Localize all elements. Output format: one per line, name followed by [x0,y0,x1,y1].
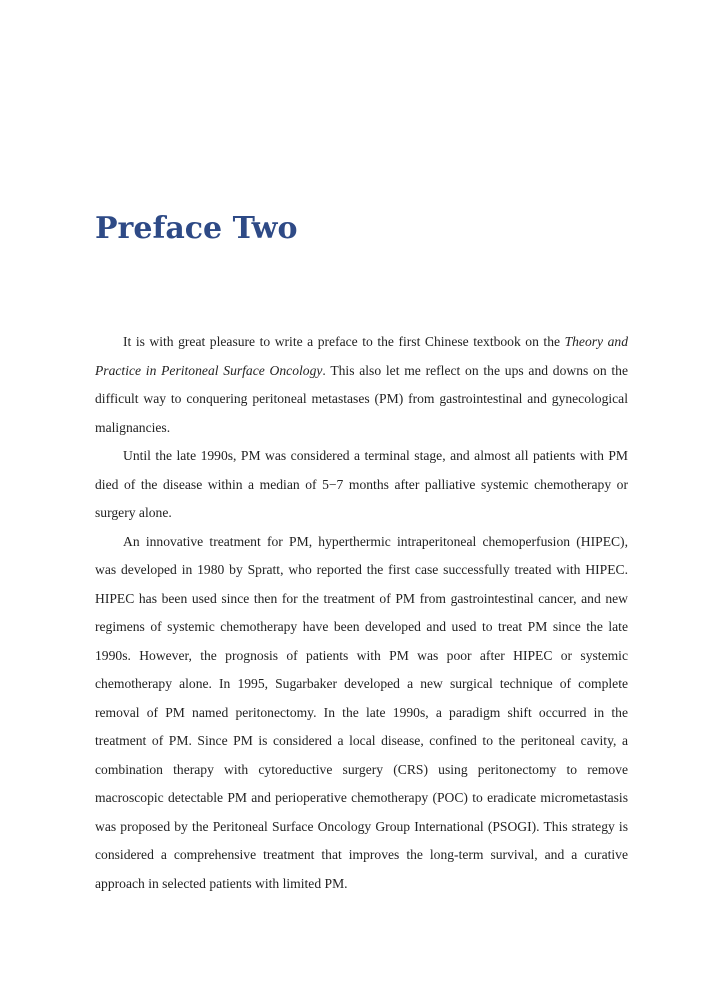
book-title-italic: Theory and Practice in Peritoneal Surface Oncology [95,334,628,378]
paragraph-1-text: It is with great pleasure to write a preface to the first Chinese textbook on the [123,334,565,349]
paragraph-3: An innovative treatment for PM, hyperthermic intraperitoneal chemoperfusion (HIPEC), was developed in 1980 by Spratt, who reported the first case successfully treated with HIPEC. HIPEC has been used since then for the treatment of PM from gastrointestinal cancer, and new regimens of systemic chemotherapy have been developed and used to treat PM since the late 1990s. However, the prognosis of patients with PM was poor after HIPEC or systemic chemotherapy alone. In 1995, Sugarbaker developed a new surgical technique of complete removal of PM named peritonectomy. In the late 1990s, a paradigm shift occurred in the treatment of PM. Since PM is considered a local disease, confined to the peritoneal cavity, a combination therapy with cytoreductive surgery (CRS) using peritonectomy to remove macroscopic detectable PM and perioperative chemotherapy (POC) to eradicate micrometastasis was proposed by the Peritoneal Surface Oncology Group International (PSOGI). This strategy is considered a comprehensive treatment that improves the long-term survival, and a curative approach in selected patients with limited PM. [95,533,628,891]
page-title: Preface Two [95,211,298,246]
paragraph-1 [95,328,628,442]
paragraph-1-continuation: . This also let me reflect on the ups and downs on the difficult way to conquering peritoneal metastases (PM) from gastrointestinal and gynecological malignancies. [95,362,629,435]
preface-body [95,328,628,898]
paragraph-2: Until the late 1990s, PM was considered a terminal stage, and almost all patients with PM died of the disease within a median of 5−7 months after palliative systemic chemotherapy or surgery alone. [95,448,628,520]
